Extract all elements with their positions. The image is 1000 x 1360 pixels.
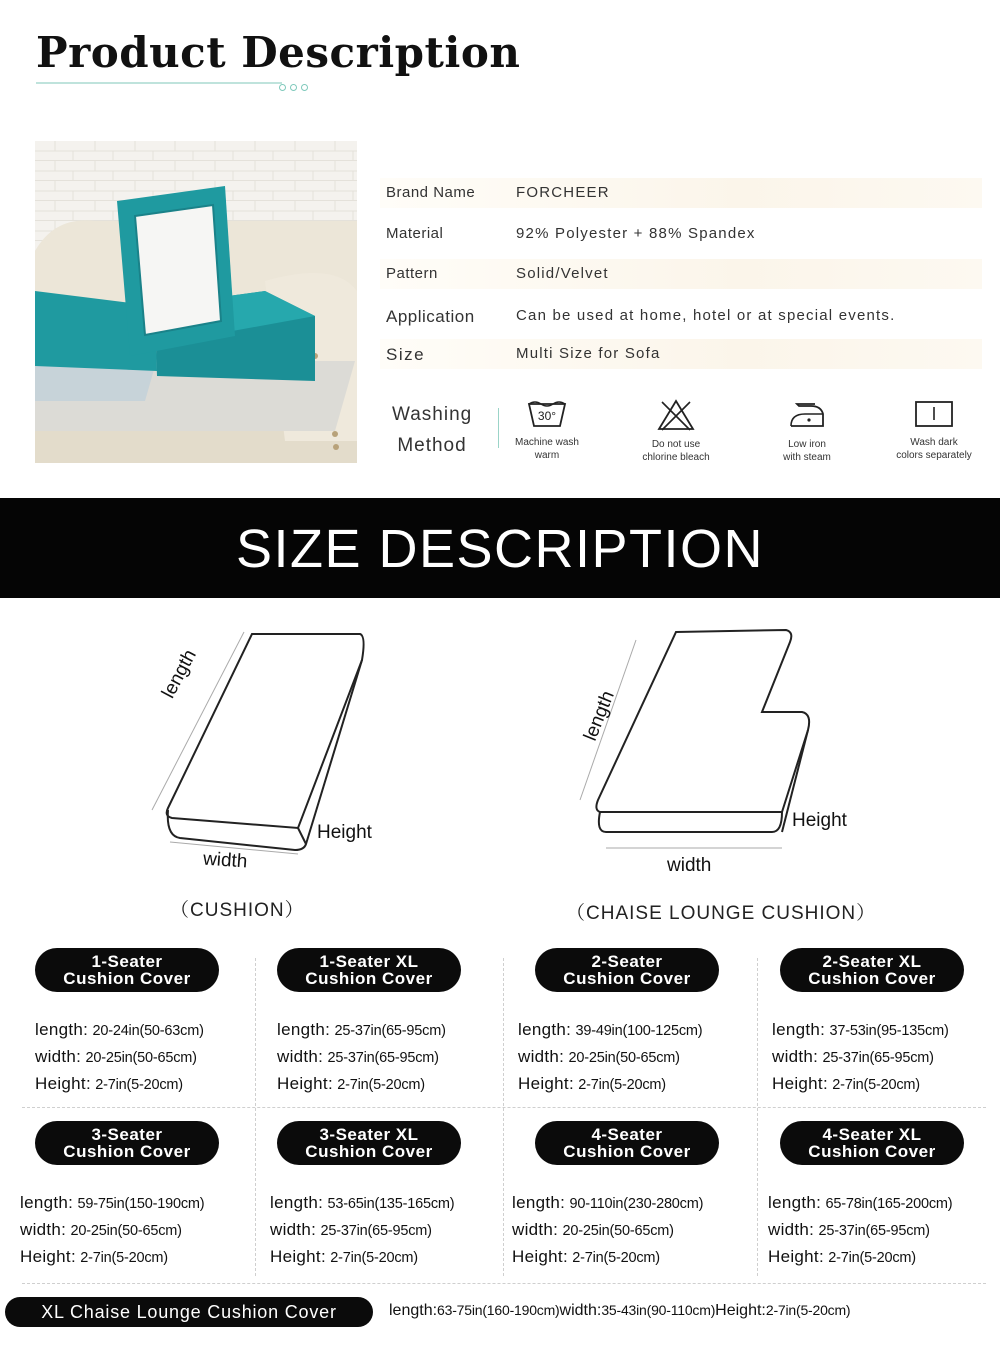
washing-method-label: Washing Method	[392, 404, 473, 456]
size-pill-xl-chaise: XL Chaise Lounge Cushion Cover	[5, 1297, 373, 1327]
size-pill-1-seater-xl: 1-Seater XL Cushion Cover	[277, 948, 461, 992]
svg-text:30°: 30°	[537, 409, 557, 423]
spec-row-application	[380, 301, 982, 331]
title-dots	[279, 78, 312, 96]
spec-label: Brand Name	[386, 184, 476, 201]
spec-value: 92% Polyester + 88% Spandex	[516, 225, 756, 242]
page-title: Product Description	[36, 28, 521, 77]
chaise-width-label: width	[667, 855, 712, 876]
banner-title: SIZE DESCRIPTION	[235, 519, 765, 579]
grid-divider	[22, 1283, 986, 1284]
cushion-width-label: width	[202, 848, 249, 873]
chaise-caption: （CHAISE LOUNGE CUSHION）	[566, 903, 877, 924]
size-pill-2-seater: 2-Seater Cushion Cover	[535, 948, 719, 992]
wash-item-machine: 30° Machine wash warm	[492, 398, 602, 461]
cushion-caption: （CUSHION）	[170, 900, 305, 921]
spec-value: Can be used at home, hotel or at special events.	[516, 307, 896, 324]
size-specs-2-seater: length: 39-49in(100-125cm) width: 20-25in(50-65cm) Height: 2-7in(5-20cm)	[518, 1020, 703, 1093]
title-underline	[36, 82, 282, 84]
machine-wash-icon	[525, 398, 569, 430]
size-pill-4-seater: 4-Seater Cushion Cover	[535, 1121, 719, 1165]
chaise-diagram	[570, 620, 830, 870]
size-specs-3-seater-xl: length: 53-65in(135-165cm) width: 25-37in(65-95cm) Height: 2-7in(5-20cm)	[270, 1193, 455, 1266]
spec-row-size	[380, 339, 982, 369]
spec-label: Size	[386, 345, 426, 364]
size-specs-4-seater-xl: length: 65-78in(165-200cm) width: 25-37in(65-95cm) Height: 2-7in(5-20cm)	[768, 1193, 953, 1266]
size-specs-1-seater-xl: length: 25-37in(65-95cm) width: 25-37in(65-95cm) Height: 2-7in(5-20cm)	[277, 1020, 446, 1093]
size-specs-xl-chaise: length:63-75in(160-190cm)width:35-43in(90-110cm)Height:2-7in(5-20cm)	[389, 1302, 851, 1319]
spec-value: FORCHEER	[516, 184, 610, 201]
size-specs-1-seater: length: 20-24in(50-63cm) width: 20-25in(50-65cm) Height: 2-7in(5-20cm)	[35, 1020, 204, 1093]
size-pill-1-seater: 1-Seater Cushion Cover	[35, 948, 219, 992]
no-bleach-icon	[654, 398, 698, 432]
size-pill-3-seater-xl: 3-Seater XL Cushion Cover	[277, 1121, 461, 1165]
size-description-banner	[0, 498, 1000, 598]
size-specs-3-seater: length: 59-75in(150-190cm) width: 20-25in(50-65cm) Height: 2-7in(5-20cm)	[20, 1193, 205, 1266]
spec-label: Material	[386, 225, 444, 242]
size-pill-3-seater: 3-Seater Cushion Cover	[35, 1121, 219, 1165]
spec-row-material	[380, 219, 982, 249]
cushion-length-label: length	[158, 646, 201, 702]
grid-divider	[503, 958, 504, 1276]
size-specs-2-seater-xl: length: 37-53in(95-135cm) width: 25-37in(65-95cm) Height: 2-7in(5-20cm)	[772, 1020, 949, 1093]
grid-divider	[757, 958, 758, 1276]
size-pill-4-seater-xl: 4-Seater XL Cushion Cover	[780, 1121, 964, 1165]
wash-item-separate: Wash dark colors separately	[879, 398, 989, 461]
spec-value: Solid/Velvet	[516, 265, 609, 282]
chaise-height-label: Height	[792, 810, 847, 831]
wash-item-bleach: Do not use chlorine bleach	[621, 398, 731, 463]
grid-divider	[255, 958, 256, 1276]
product-image	[35, 141, 357, 463]
wash-separately-icon	[912, 398, 956, 430]
size-specs-4-seater: length: 90-110in(230-280cm) width: 20-25in(50-65cm) Height: 2-7in(5-20cm)	[512, 1193, 704, 1266]
grid-divider	[22, 1107, 986, 1108]
spec-value: Multi Size for Sofa	[516, 345, 661, 362]
spec-row-brand	[380, 178, 982, 208]
chaise-length-label: length	[580, 687, 619, 744]
spec-label: Pattern	[386, 265, 438, 282]
wash-item-iron: Low iron with steam	[752, 398, 862, 463]
spec-label: Application	[386, 307, 475, 326]
spec-row-pattern	[380, 259, 982, 289]
low-iron-icon	[785, 398, 829, 432]
size-pill-2-seater-xl: 2-Seater XL Cushion Cover	[780, 948, 964, 992]
cushion-height-label: Height	[317, 822, 372, 843]
